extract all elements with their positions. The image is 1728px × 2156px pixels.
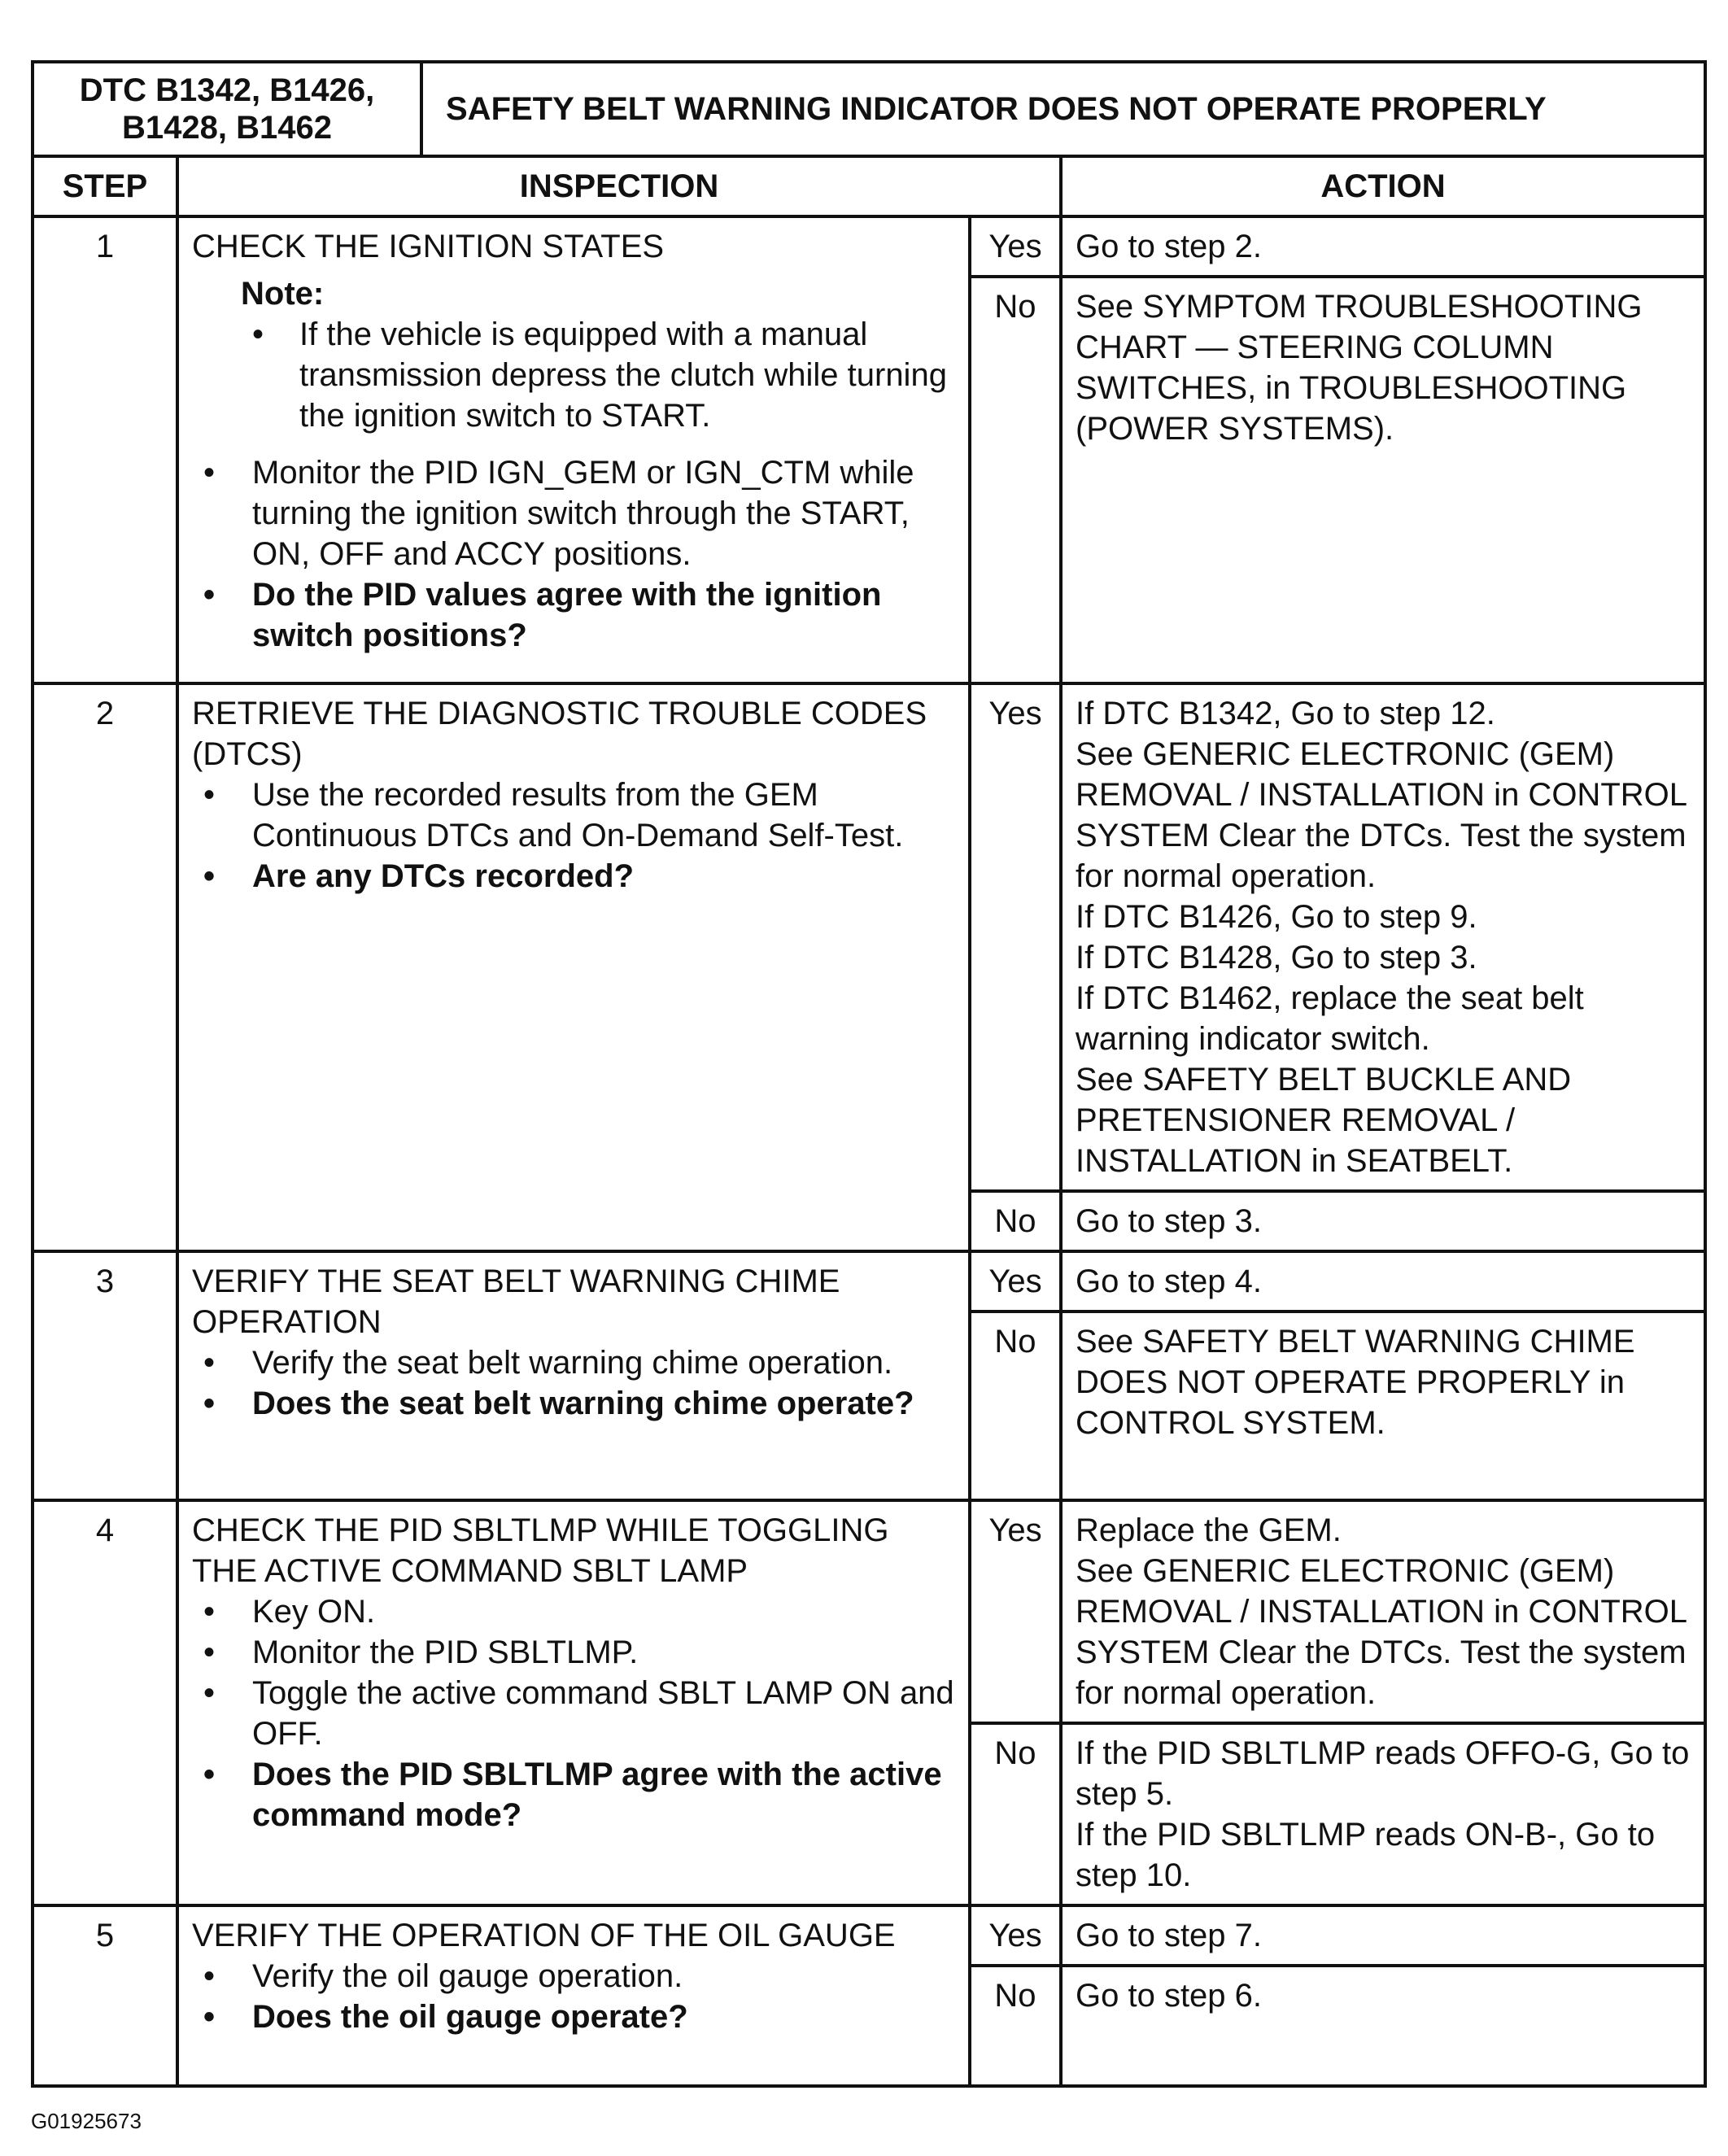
action-line: If DTC B1428, Go to step 3. (1076, 940, 1477, 975)
action-line: See SAFETY BELT WARNING CHIME DOES NOT OPERATE PROPERLY in CONTROL SYSTEM. (1076, 1324, 1635, 1441)
inspection-bullet: • Monitor the PID SBLTLMP. (192, 1632, 955, 1673)
action-line: If the PID SBLTLMP reads OFFO-G, Go to step 5. (1076, 1735, 1690, 1812)
step-title: VERIFY THE SEAT BELT WARNING CHIME OPERATION (192, 1263, 840, 1340)
no-action (1061, 1311, 1705, 1500)
inspection-question: • Do the PID values agree with the ignition switch positions? (192, 574, 955, 656)
yes-action (1061, 216, 1705, 277)
inspection-bullet: • Toggle the active command SBLT LAMP ON and OFF. (192, 1673, 955, 1754)
step-2-inspection (177, 683, 970, 1251)
figure-code: G01925673 (31, 2109, 142, 2133)
inspection-bullet: • Monitor the PID IGN_GEM or IGN_CTM while turning the ignition switch through the START, ON, OFF and ACCY positions. (192, 452, 955, 574)
no-action (1061, 277, 1705, 683)
action-line: Replace the GEM. (1076, 1512, 1342, 1548)
action-line: If the PID SBLTLMP reads ON-B-, Go to step 10. (1076, 1817, 1656, 1893)
document-title: SAFETY BELT WARNING INDICATOR DOES NOT OPERATE PROPERLY (421, 62, 1705, 156)
action-line: If DTC B1342, Go to step 12. (1076, 696, 1495, 731)
action-line: Go to step 2. (1076, 229, 1263, 264)
step-5-yes-row (33, 1905, 1705, 1966)
step-2-yes-row (33, 683, 1705, 1191)
step-3-inspection (177, 1251, 970, 1500)
column-header-action: ACTION (1061, 156, 1705, 216)
column-header-step: STEP (33, 156, 177, 216)
step-1-inspection (177, 216, 970, 683)
no-label: No (970, 277, 1061, 683)
step-title: CHECK THE IGNITION STATES (192, 229, 665, 264)
yes-action (1061, 1251, 1705, 1311)
yes-label: Yes (970, 216, 1061, 277)
inspection-question: • Does the seat belt warning chime operate? (192, 1383, 955, 1424)
yes-label: Yes (970, 1500, 1061, 1723)
dtc-header-row (33, 62, 1705, 156)
inspection-bullet: • Verify the oil gauge operation. (192, 1956, 955, 1997)
note-label: Note: (241, 276, 325, 312)
dtc-codes-cell (33, 62, 421, 156)
troubleshooting-document (31, 60, 1704, 2088)
action-line: See SYMPTOM TROUBLESHOOTING CHART — STEERING COLUMN SWITCHES, in TROUBLESHOOTING (POWER SYSTEMS). (1076, 289, 1643, 447)
column-header-inspection: INSPECTION (177, 156, 1061, 216)
action-line: Go to step 6. (1076, 1978, 1263, 2014)
no-action (1061, 1966, 1705, 2086)
step-5-inspection (177, 1905, 970, 2086)
step-4-inspection (177, 1500, 970, 1905)
step-number: 1 (33, 216, 177, 683)
inspection-question: • Are any DTCs recorded? (192, 856, 955, 897)
action-line: Go to step 3. (1076, 1203, 1263, 1239)
step-title: RETRIEVE THE DIAGNOSTIC TROUBLE CODES (DTCS) (192, 696, 927, 772)
action-line: See SAFETY BELT BUCKLE AND PRETENSIONER REMOVAL / INSTALLATION in SEATBELT. (1076, 1062, 1572, 1179)
step-number: 5 (33, 1905, 177, 2086)
action-line: See GENERIC ELECTRONIC (GEM) REMOVAL / INSTALLATION in CONTROL SYSTEM Clear the DTCs. Test the system for normal operation. (1076, 736, 1687, 894)
inspection-question: • Does the oil gauge operate? (192, 1997, 955, 2037)
step-number: 4 (33, 1500, 177, 1905)
inspection-bullet: • Use the recorded results from the GEM Continuous DTCs and On-Demand Self-Test. (192, 775, 955, 856)
diagnostic-table (31, 60, 1707, 2088)
action-line: If DTC B1426, Go to step 9. (1076, 899, 1477, 935)
step-3-yes-row (33, 1251, 1705, 1311)
action-line: Go to step 7. (1076, 1918, 1263, 1953)
action-line: If DTC B1462, replace the seat belt warning indicator switch. (1076, 980, 1584, 1057)
step-title: VERIFY THE OPERATION OF THE OIL GAUGE (192, 1918, 896, 1953)
yes-label: Yes (970, 1251, 1061, 1311)
action-line: Go to step 4. (1076, 1263, 1263, 1299)
no-action (1061, 1723, 1705, 1905)
note-block (241, 273, 955, 436)
inspection-question: • Does the PID SBLTLMP agree with the active command mode? (192, 1754, 955, 1835)
inspection-bullet: • Verify the seat belt warning chime operation. (192, 1342, 955, 1383)
yes-action (1061, 1500, 1705, 1723)
no-label: No (970, 1723, 1061, 1905)
step-title: CHECK THE PID SBLTLMP WHILE TOGGLING THE ACTIVE COMMAND SBLT LAMP (192, 1512, 889, 1589)
column-header-row (33, 156, 1705, 216)
dtc-codes-line-1: DTC B1342, B1426, (79, 72, 375, 108)
no-label: No (970, 1311, 1061, 1500)
yes-action (1061, 1905, 1705, 1966)
step-number: 3 (33, 1251, 177, 1500)
no-label: No (970, 1191, 1061, 1251)
dtc-codes-line-2: B1428, B1462 (122, 110, 332, 146)
action-line: See GENERIC ELECTRONIC (GEM) REMOVAL / INSTALLATION in CONTROL SYSTEM Clear the DTCs. Test the system for normal operation. (1076, 1553, 1687, 1711)
yes-label: Yes (970, 1905, 1061, 1966)
step-number: 2 (33, 683, 177, 1251)
note-item: • If the vehicle is equipped with a manual transmission depress the clutch while turning the ignition switch to START. (241, 314, 955, 436)
inspection-bullet: • Key ON. (192, 1591, 955, 1632)
step-1-yes-row (33, 216, 1705, 277)
yes-action (1061, 683, 1705, 1191)
step-4-yes-row (33, 1500, 1705, 1723)
no-action (1061, 1191, 1705, 1251)
yes-label: Yes (970, 683, 1061, 1191)
no-label: No (970, 1966, 1061, 2086)
